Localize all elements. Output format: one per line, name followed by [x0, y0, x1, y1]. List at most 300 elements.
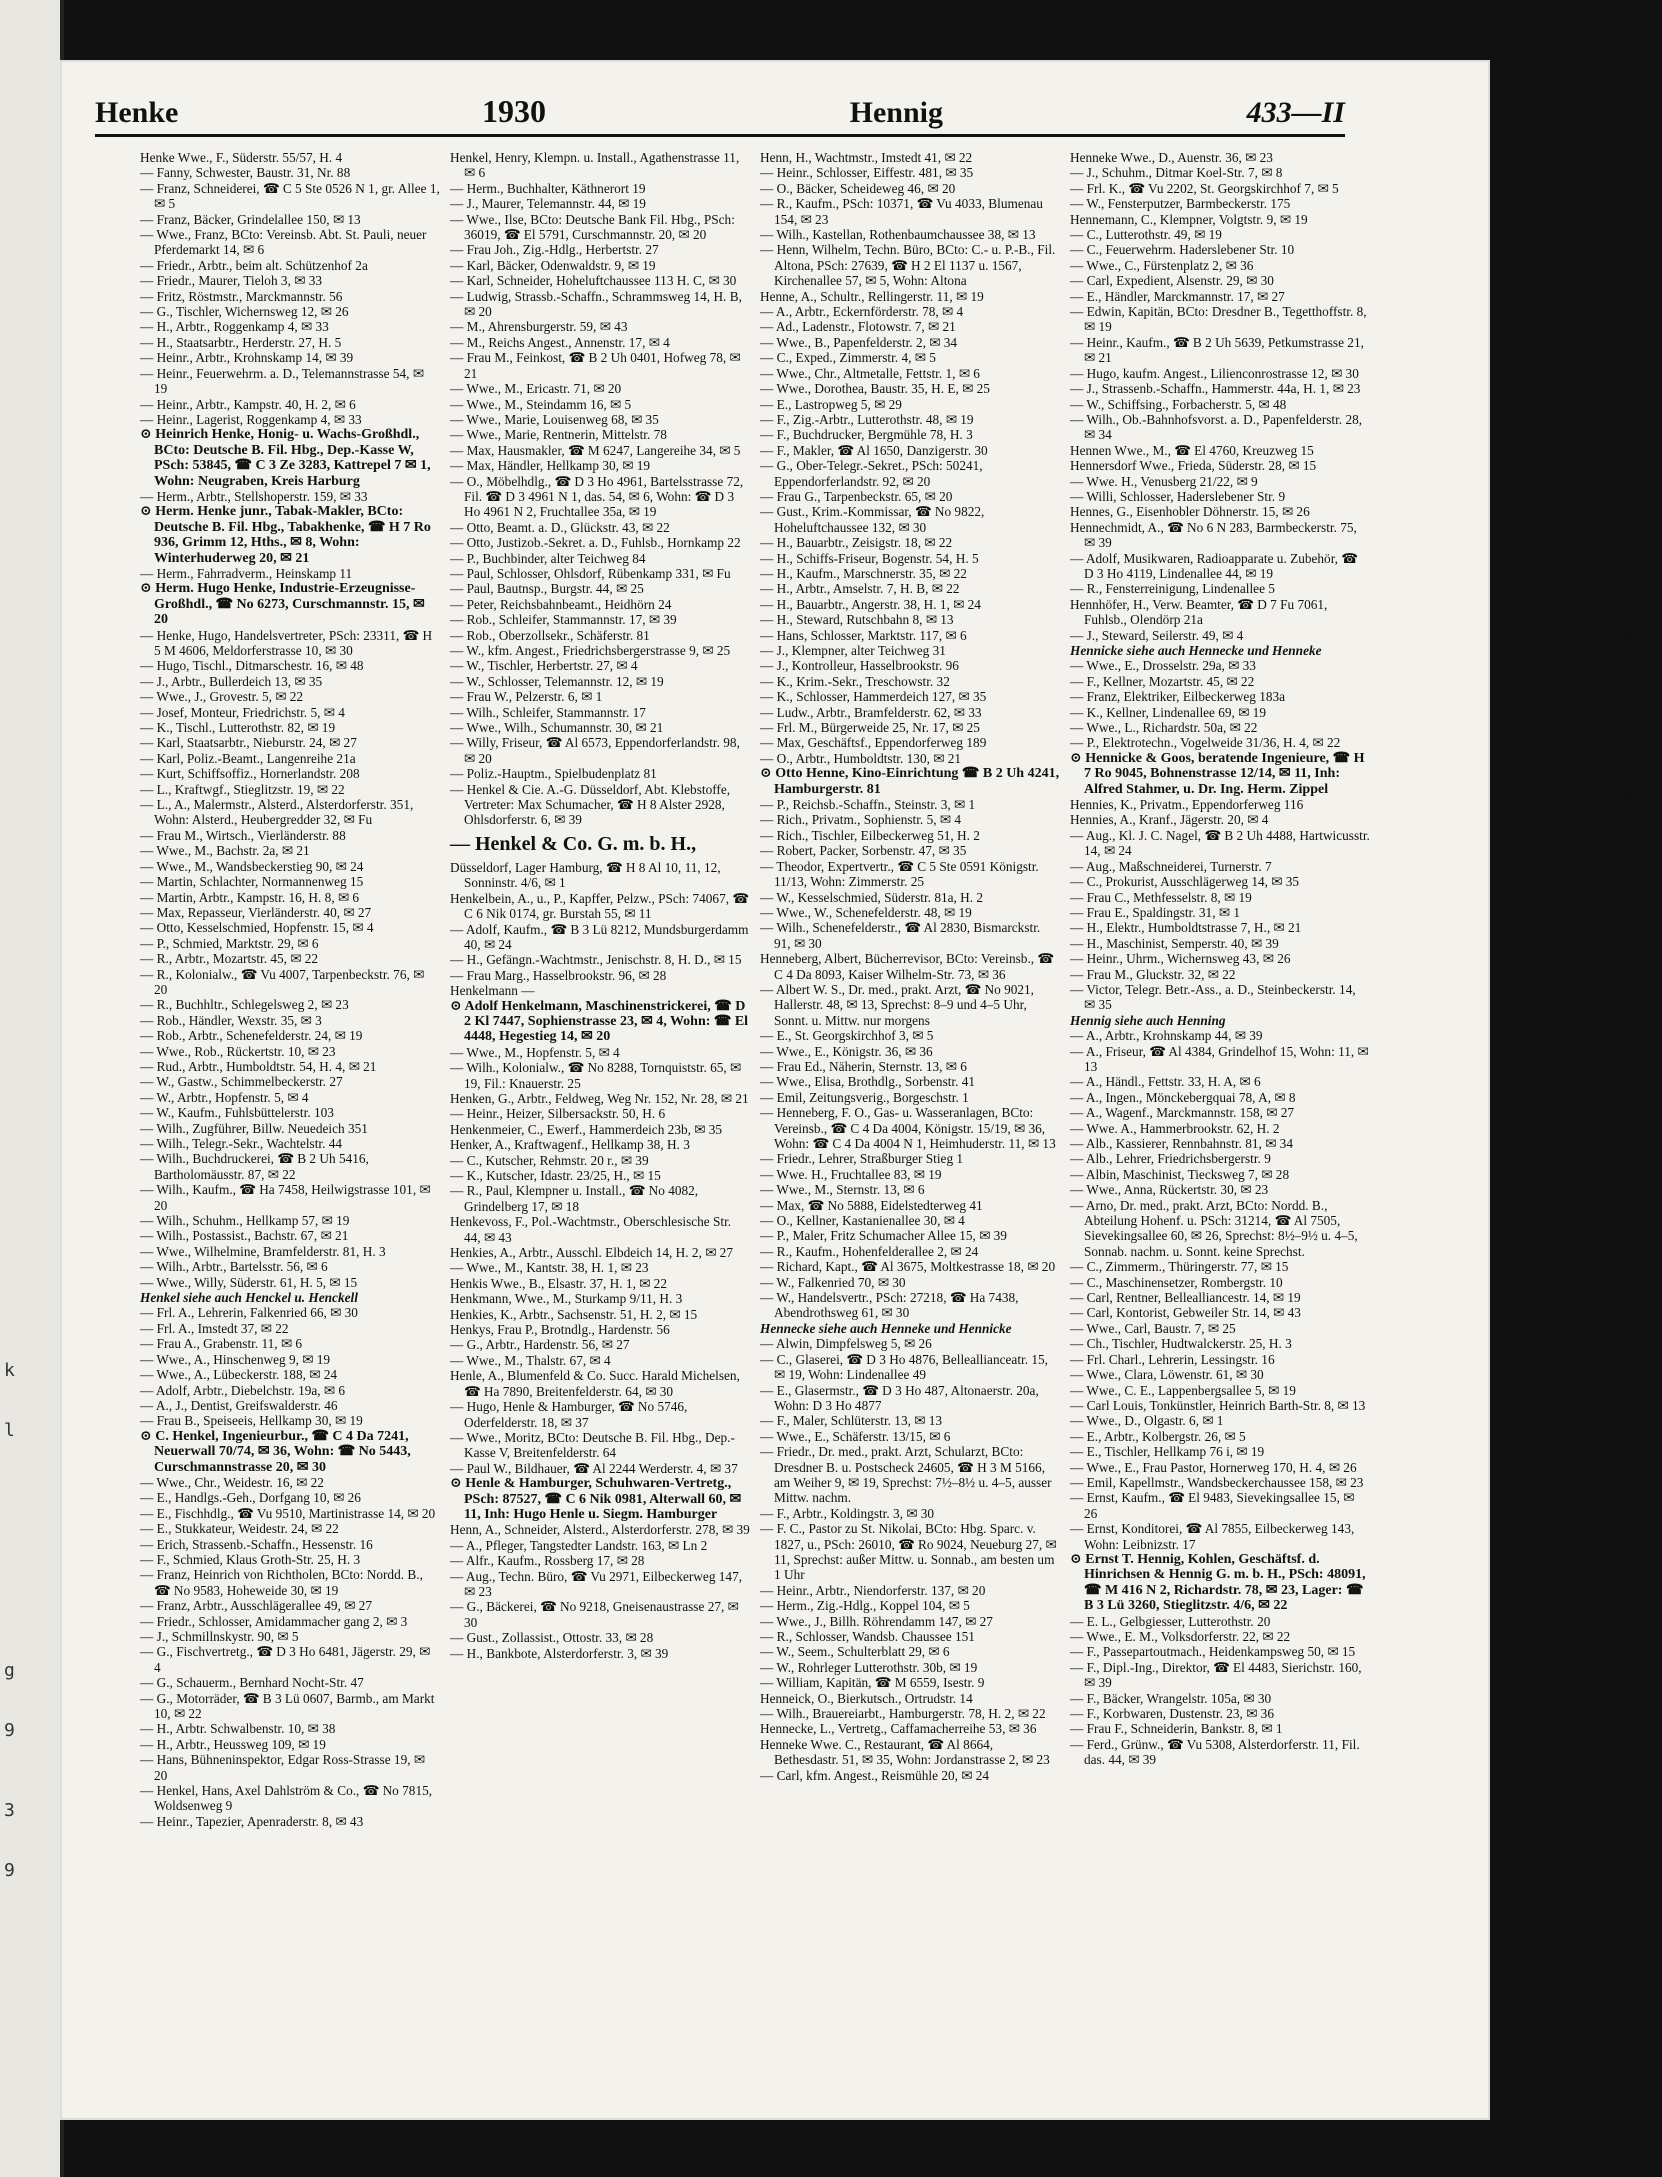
- directory-entry: — Heinr., Arbtr., Kampstr. 40, H. 2, ✉ 6: [140, 396, 356, 412]
- directory-entry: — W., Seem., Schulterblatt 29, ✉ 6: [760, 1644, 950, 1660]
- directory-column-4: [1070, 150, 1370, 2050]
- directory-entry: — Franz, Arbtr., Ausschlägerallee 49, ✉ 27: [140, 1598, 372, 1614]
- directory-entry: — Albert W. S., Dr. med., prakt. Arzt, ☎ No 9021, Hallerstr. 48, ✉ 13, Sprechst: 8–9 und 4–5 Uhr, Sonnt. u. Mittw. nur morgens: [760, 981, 1034, 1028]
- directory-entry: — Frau W., Pelzerstr. 6, ✉ 1: [450, 689, 603, 705]
- directory-entry: ⊙ Henle & Hamburger, Schuhwaren-Vertretg., PSch: 87527, ☎ C 6 Nik 0981, Alterwall 60, ✉ 11, Inh: Hugo Henle u. Siegm. Hamburger: [450, 1476, 742, 1522]
- directory-entry: — P., Buchbinder, alter Teichweg 84: [450, 550, 646, 566]
- directory-entry: — Wilh., Kolonialw., ☎ No 8288, Tornquiststr. 65, ✉ 19, Fil.: Knauerstr. 25: [450, 1060, 742, 1091]
- directory-entry: — W., Schlosser, Telemannstr. 12, ✉ 19: [450, 673, 664, 689]
- directory-entry: — Carl, Rentner, Bellealliancestr. 14, ✉ 19: [1070, 1290, 1301, 1306]
- directory-entry: — Erich, Strassenb.-Schaffn., Hessenstr. 16: [140, 1536, 373, 1552]
- directory-entry: — Wwe., Clara, Löwenstr. 61, ✉ 30: [1070, 1367, 1264, 1383]
- directory-entry: — Theodor, Expertvertr., ☎ C 5 Ste 0591 Königstr. 11/13, Wohn: Zimmerstr. 25: [760, 858, 1039, 890]
- directory-entry: — J., Schuhm., Ditmar Koel-Str. 7, ✉ 8: [1070, 165, 1283, 181]
- directory-entry: — Herm., Arbtr., Stellshoperstr. 159, ✉ 33: [140, 488, 368, 504]
- directory-entry: — Gust., Krim.-Kommissar, ☎ No 9822, Hoheluftchaussee 132, ✉ 30: [760, 504, 985, 535]
- directory-entry: Henle, A., Blumenfeld & Co. Succ. Harald Michelsen, ☎ Ha 7890, Breitenfelderstr. 64, ✉ 30: [450, 1368, 740, 1399]
- directory-entry: ⊙ C. Henkel, Ingenieurbur., ☎ C 4 Da 7241, Neuerwall 70/74, ✉ 36, Wohn: ☎ No 5443, Curschmannstrasse 20, ✉ 30: [140, 1428, 411, 1475]
- directory-entry: — Robert, Packer, Sorbenstr. 47, ✉ 35: [760, 843, 967, 859]
- directory-entry: Henkies, K., Arbtr., Sachsenstr. 51, H. 2, ✉ 15: [450, 1306, 698, 1322]
- directory-entry: — Wilh., Schleifer, Stammannstr. 17: [450, 704, 646, 720]
- directory-entry: — Wwe., Moritz, BCto: Deutsche B. Fil. Hbg., Dep.-Kasse V, Breitenfelderstr. 64: [450, 1429, 735, 1461]
- directory-entry: — K., Kutscher, Idastr. 23/25, H., ✉ 15: [450, 1168, 661, 1183]
- directory-entry: — F., Korbwaren, Dustenstr. 23, ✉ 36: [1070, 1706, 1274, 1722]
- directory-entry: Henn, H., Wachtmstr., Imstedt 41, ✉ 22: [760, 150, 973, 165]
- directory-entry: — Frau M., Wirtsch., Vierländerstr. 88: [140, 827, 346, 843]
- directory-entry: — F., Passepartoutmach., Heidenkampsweg 50, ✉ 15: [1070, 1644, 1356, 1660]
- directory-entry: — Adolf, Kaufm., ☎ B 3 Lü 8212, Mundsburgerdamm 40, ✉ 24: [450, 921, 749, 952]
- directory-entry: — H., Kaufm., Marschnerstr. 35, ✉ 22: [760, 565, 967, 581]
- directory-entry: — A., J., Dentist, Greifswalderstr. 46: [140, 1397, 338, 1413]
- directory-entry: — Wwe., Ilse, BCto: Deutsche Bank Fil. Hbg., PSch: 36019, ☎ El 5791, Curschmannstr. 20, ✉ 20: [450, 211, 735, 243]
- directory-entry: — Wilh., Zugführer, Billw. Neuedeich 351: [140, 1120, 368, 1136]
- directory-entry: — Heinr., Heizer, Silbersackstr. 50, H. 6: [450, 1106, 666, 1122]
- directory-entry: — M., Reichs Angest., Annenstr. 17, ✉ 4: [450, 334, 670, 350]
- spine-title: Fernsprech-: [1523, 300, 1567, 543]
- directory-entry: — Max, ☎ No 5888, Eidelstedterweg 41: [760, 1197, 983, 1213]
- directory-entry: — A., Arbtr., Eckernförderstr. 78, ✉ 4: [760, 304, 964, 320]
- directory-entry: — J., Steward, Seilerstr. 49, ✉ 4: [1070, 627, 1244, 643]
- spine-line: Hi = C 2 Hammerbrook; Ki = D 7 Kreuzweg; Be = C 6 Stephan;: [1599, 560, 1615, 951]
- directory-entry: — Wwe., Willy, Süderstr. 61, H. 5, ✉ 15: [140, 1274, 358, 1290]
- directory-entry: — Otto, Kesselschmied, Hopfenstr. 15, ✉ 4: [140, 920, 374, 936]
- directory-entry: — Henke, Hugo, Handelsvertreter, PSch: 23311, ☎ H 5 M 4606, Meldorferstrasse 10, ✉ 30: [140, 627, 433, 658]
- directory-entry: — A., Arbtr., Krohnskamp 44, ✉ 39: [1070, 1028, 1263, 1044]
- directory-entry: — Wwe., J., Billh. Röhrendamm 147, ✉ 27: [760, 1613, 993, 1629]
- directory-entry: — R., Buchhltr., Schlegelsweg 2, ✉ 23: [140, 997, 349, 1013]
- directory-entry: — W., Arbtr., Hopfenstr. 5, ✉ 4: [140, 1089, 309, 1105]
- directory-entry: — Frau A., Grabenstr. 11, ✉ 6: [140, 1336, 303, 1352]
- directory-entry: — F., Kellner, Mozartstr. 45, ✉ 22: [1070, 673, 1255, 689]
- directory-entry: Henkmann, Wwe., M., Sturkamp 9/11, H. 3: [450, 1291, 683, 1307]
- directory-entry: — F., Arbtr., Koldingstr. 3, ✉ 30: [760, 1505, 935, 1521]
- directory-entry: — Karl, Staatsarbtr., Nieburstr. 24, ✉ 27: [140, 735, 357, 751]
- directory-entry: — J., Strassenb.-Schaffn., Hammerstr. 44a, H. 1, ✉ 23: [1070, 381, 1361, 397]
- directory-entry: — Wwe., M., Steindamm 16, ✉ 5: [450, 396, 632, 412]
- directory-entry: — Wwe., M., Sternstr. 13, ✉ 6: [760, 1182, 925, 1198]
- directory-entry: — Martin, Schlachter, Normannenweg 15: [140, 874, 364, 890]
- directory-entry: — Frau B., Speiseeis, Hellkamp 30, ✉ 19: [140, 1413, 363, 1429]
- directory-entry: — H., Arbtr., Amselstr. 7, H. B, ✉ 22: [760, 581, 960, 597]
- directory-entry: ⊙ Herm. Henke junr., Tabak-Makler, BCto: Deutsche B. Fil. Hbg., Tabakhenke, ☎ H 7 Ro 936, Grimm 12, Hths., ✉ 8, Wohn: Winterhuderweg 20, ✉ 21: [140, 504, 431, 566]
- page-header: [95, 90, 1345, 137]
- directory-entry: — E., Glasermstr., ☎ D 3 Ho 487, Altonaerstr. 20a, Wohn: D 3 Ho 4877: [760, 1382, 1039, 1413]
- directory-entry: — Henkel & Cie. A.-G. Düsseldorf, Abt. Klebstoffe, Vertreter: Max Schumacher, ☎ H 8 Alster 2928, Ohlsdorferstr. 6, ✉ 39: [450, 781, 731, 828]
- directory-entry: — Wilh., Schuhm., Hellkamp 57, ✉ 19: [140, 1213, 350, 1229]
- directory-entry: — G., Schauerm., Bernhard Nocht-Str. 47: [140, 1675, 364, 1691]
- directory-entry: — Wilh., Kastellan, Rothenbaumchaussee 38, ✉ 13: [760, 227, 1036, 243]
- directory-entry: — H., Bauarbtr., Zeisigstr. 18, ✉ 22: [760, 535, 953, 551]
- directory-entry: — Wilh., Schenefelderstr., ☎ Al 2830, Bismarckstr. 91, ✉ 30: [760, 920, 1041, 951]
- directory-entry: — Wwe., M., Thalstr. 67, ✉ 4: [450, 1352, 611, 1368]
- directory-entry: — Franz, Elektriker, Eilbeckerweg 183a: [1070, 689, 1286, 705]
- directory-entry: — F., Dipl.-Ing., Direktor, ☎ El 4483, Sierichstr. 160, ✉ 39: [1070, 1659, 1362, 1691]
- directory-entry: — Carl, Kontorist, Gebweiler Str. 14, ✉ 43: [1070, 1305, 1301, 1321]
- directory-entry: — Karl, Bäcker, Odenwaldstr. 9, ✉ 19: [450, 257, 656, 273]
- directory-columns: [140, 150, 1390, 2050]
- directory-entry: — O., Arbtr., Humboldtstr. 130, ✉ 21: [760, 750, 961, 766]
- directory-entry: — Hugo, Tischl., Ditmarschestr. 16, ✉ 48: [140, 658, 364, 674]
- directory-entry: — C., Kutscher, Rehmstr. 20 r., ✉ 39: [450, 1152, 649, 1168]
- directory-entry: — Wwe., Dorothea, Baustr. 35, H. E, ✉ 25: [760, 381, 990, 397]
- directory-entry: — A., Wagenf., Marckmannstr. 158, ✉ 27: [1070, 1105, 1295, 1121]
- directory-entry: — C., Zimmerm., Thüringerstr. 77, ✉ 15: [1070, 1259, 1289, 1275]
- directory-entry: — Wwe., Marie, Louisenweg 68, ✉ 35: [450, 411, 659, 427]
- directory-entry: — Henkel & Co. G. m. b. H.,: [450, 832, 697, 855]
- directory-entry: — P., Schmied, Marktstr. 29, ✉ 6: [140, 935, 319, 951]
- spine-legend: [1522, 300, 1659, 1700]
- directory-entry: — Fanny, Schwester, Baustr. 31, Nr. 88: [140, 165, 351, 181]
- directory-entry: — C., Feuerwehrm. Haderslebener Str. 10: [1070, 242, 1295, 258]
- directory-entry: — Aug., Maßschneiderei, Turnerstr. 7: [1070, 858, 1272, 874]
- directory-entry: — Wilh., Kaufm., ☎ Ha 7458, Heilwigstrasse 101, ✉ 20: [140, 1182, 431, 1213]
- directory-entry: Hennechmidt, A., ☎ No 6 N 283, Barmbeckerstr. 75, ✉ 39: [1070, 519, 1357, 551]
- directory-entry: — Edwin, Kapitän, BCto: Dresdner B., Tegetthoffstr. 8, ✉ 19: [1070, 304, 1367, 335]
- directory-entry: — E., Händler, Marckmannstr. 17, ✉ 27: [1070, 288, 1285, 304]
- directory-entry: — Frau G., Tarpenbeckstr. 65, ✉ 20: [760, 488, 953, 504]
- directory-entry: — Wwe., B., Papenfelderstr. 2, ✉ 34: [760, 334, 958, 350]
- directory-entry: — Frau Joh., Zig.-Hdlg., Herbertstr. 27: [450, 242, 659, 258]
- spine-line: El = C 5 Elbe; Uh = B 5 Uhlenhorst; Wi = C 8 Wilhelm;: [1577, 560, 1593, 896]
- header-first-name: Henke: [95, 96, 179, 129]
- directory-entry: — Ch., Tischler, Hudtwalckerstr. 25, H. 3: [1070, 1336, 1292, 1352]
- directory-entry: — Wwe., D., Olgastr. 6, ✉ 1: [1070, 1413, 1224, 1429]
- directory-entry: — Wwe., E. M., Volksdorferstr. 22, ✉ 22: [1070, 1629, 1291, 1644]
- directory-entry: — Karl, Poliz.-Beamt., Langenreihe 21a: [140, 750, 356, 766]
- directory-entry: — E., Lastropweg 5, ✉ 29: [760, 396, 902, 412]
- directory-entry: — G., Motorräder, ☎ B 3 Lü 0607, Barmb., am Markt 10, ✉ 22: [140, 1690, 435, 1722]
- directory-entry: ⊙ Otto Henne, Kino-Einrichtung ☎ B 2 Uh 4241, Hamburgerstr. 81: [760, 766, 1060, 797]
- directory-entry: — Poliz.-Hauptm., Spielbudenplatz 81: [450, 766, 657, 782]
- directory-entry: — Wwe., E., Königstr. 36, ✉ 36: [760, 1043, 933, 1059]
- directory-entry: — Ad., Ladenstr., Flotowstr. 7, ✉ 21: [760, 319, 956, 335]
- directory-entry: — Wwe., E., Drosselstr. 29a, ✉ 33: [1070, 658, 1256, 674]
- directory-entry: — H., Arbtr., Heussweg 109, ✉ 19: [140, 1736, 326, 1752]
- directory-entry: — Heinr., Arbtr., Niendorferstr. 137, ✉ 20: [760, 1582, 986, 1598]
- directory-entry: Henn, A., Schneider, Alsterd., Alsterdorferstr. 278, ✉ 39: [450, 1522, 750, 1538]
- directory-entry: — Frl. M., Bürgerweide 25, Nr. 17, ✉ 25: [760, 720, 980, 736]
- directory-entry: — F. C., Pastor zu St. Nikolai, BCto: Hbg. Sparc. v. 1827, u., PSch: 26010, ☎ Ro 9024, Neueburg 27, ✉ 11, Sprechst: außer Mittw. u. Sonnab., am besten um 1 Uhr: [760, 1521, 1057, 1583]
- directory-entry: ⊙ Hennicke & Goos, beratende Ingenieure, ☎ H 7 Ro 9045, Bohnenstrasse 12/14, ✉ 11, Inh: Alfred Stahmer, u. Dr. Ing. Herm. Zippel: [1070, 750, 1365, 797]
- directory-entry: — Paul, Bautnsp., Burgstr. 44, ✉ 25: [450, 581, 644, 597]
- directory-entry: Henneke Wwe., D., Auenstr. 36, ✉ 23: [1070, 150, 1273, 165]
- directory-entry: — Wwe. H., Fruchtallee 83, ✉ 19: [760, 1166, 942, 1182]
- directory-entry: — Wwe., Wilhelmine, Bramfelderstr. 81, H. 3: [140, 1243, 386, 1259]
- directory-entry: — Fritz, Röstmstr., Marckmannstr. 56: [140, 288, 343, 304]
- directory-entry: — A., Friseur, ☎ Al 4384, Grindelhof 15, Wohn: 11, ✉ 13: [1070, 1043, 1369, 1074]
- directory-entry: — G., Ober-Telegr.-Sekret., PSch: 50241, Eppendorferlandstr. 92, ✉ 20: [760, 458, 983, 489]
- directory-entry: — Max, Händler, Hellkamp 30, ✉ 19: [450, 458, 651, 474]
- directory-entry: — Frl. A., Imstedt 37, ✉ 22: [140, 1320, 289, 1336]
- directory-entry: — Alwin, Dimpfelsweg 5, ✉ 26: [760, 1336, 932, 1352]
- directory-entry: — Kurt, Schiffsoffiz., Hornerlandstr. 208: [140, 766, 360, 782]
- directory-entry: — O., Kellner, Kastanienallee 30, ✉ 4: [760, 1213, 965, 1229]
- directory-entry: — C., Prokurist, Ausschlägerweg 14, ✉ 35: [1070, 874, 1300, 890]
- directory-entry: Henkelbein, A., u., P., Kapffer, Pelzw., PSch: 74067, ☎ C 6 Nik 0174, gr. Burstah 55, ✉ 11: [450, 890, 749, 922]
- directory-entry: — Wwe., M., Hopfenstr. 5, ✉ 4: [450, 1044, 620, 1060]
- directory-entry: — E., Fischhdlg., ☎ Vu 9510, Martinistrasse 14, ✉ 20: [140, 1505, 436, 1521]
- directory-entry: — Paul W., Bildhauer, ☎ Al 2244 Werderstr. 4, ✉ 37: [450, 1460, 738, 1476]
- left-page-edge: [0, 0, 64, 2177]
- edge-fragment: k: [4, 1360, 15, 1381]
- directory-entry: Hennemann, C., Klempner, Volgtstr. 9, ✉ 19: [1070, 211, 1308, 227]
- directory-entry: — Ludw., Arbtr., Bramfelderstr. 62, ✉ 33: [760, 704, 982, 720]
- directory-entry: — Rud., Arbtr., Humboldtstr. 54, H. 4, ✉ 21: [140, 1058, 377, 1074]
- directory-entry: Henkevoss, F., Pol.-Wachtmstr., Oberschlesische Str. 44, ✉ 43: [450, 1214, 732, 1245]
- directory-entry: — Heinr., Tapezier, Apenraderstr. 8, ✉ 43: [140, 1813, 364, 1829]
- directory-entry: — F., Schmied, Klaus Groth-Str. 25, H. 3: [140, 1551, 361, 1567]
- directory-entry: — H., Arbtr., Roggenkamp 4, ✉ 33: [140, 319, 329, 335]
- directory-entry: — Wilh., Ob.-Bahnhofsvorst. a. D., Papenfelderstr. 28, ✉ 34: [1070, 411, 1363, 443]
- directory-entry: — Wwe., E., Schäferstr. 13/15, ✉ 6: [760, 1428, 951, 1444]
- directory-entry: — Herm., Zig.-Hdlg., Koppel 104, ✉ 5: [760, 1598, 970, 1614]
- directory-entry: — Frau E., Spaldingstr. 31, ✉ 1: [1070, 904, 1240, 920]
- directory-entry: — Victor, Telegr. Betr.-Ass., a. D., Steinbeckerstr. 14, ✉ 35: [1070, 981, 1356, 1013]
- edge-fragment: l: [4, 1420, 15, 1441]
- directory-entry: Hennig siehe auch Henning: [1070, 1012, 1226, 1028]
- directory-entry: — C., Maschinensetzer, Rombergstr. 10: [1070, 1274, 1283, 1290]
- directory-entry: — Ernst, Konditorei, ☎ Al 7855, Eilbeckerweg 143, Wohn: Leibnizstr. 17: [1070, 1521, 1355, 1552]
- directory-entry: ⊙ Ernst T. Hennig, Kohlen, Geschäftsf. d. Hinrichsen & Hennig G. m. b. H., PSch: 48091, ☎ M 416 N 2, Richardstr. 78, ✉ 23, Lager: ☎ B 3 Lü 3260, Stieglitzstr. 4/6, ✉ 22: [1070, 1551, 1366, 1614]
- directory-entry: — Alb., Kassierer, Rennbahnstr. 81, ✉ 34: [1070, 1136, 1293, 1151]
- directory-entry: — Otto, Justizob.-Sekret. a. D., Fuhlsb., Hornkamp 22: [450, 535, 741, 551]
- directory-entry: — Friedr., Schlosser, Amidammacher gang 2, ✉ 3: [140, 1613, 408, 1629]
- directory-entry: Henkel siehe auch Henckel u. Henckell: [140, 1290, 358, 1306]
- directory-entry: — Aug., Techn. Büro, ☎ Vu 2971, Eilbeckerweg 147, ✉ 23: [450, 1568, 743, 1599]
- directory-entry: — Heinr., Lagerist, Roggenkamp 4, ✉ 33: [140, 411, 362, 427]
- directory-entry: — Albin, Maschinist, Tiecksweg 7, ✉ 28: [1070, 1166, 1290, 1182]
- directory-entry: — Carl, Expedient, Alsenstr. 29, ✉ 30: [1070, 273, 1274, 289]
- directory-entry: Hennecke, L., Vertretg., Caffamacherreihe 53, ✉ 36: [760, 1721, 1037, 1737]
- directory-entry: — Wwe., Chr., Weidestr. 16, ✉ 22: [140, 1474, 324, 1490]
- directory-entry: — Arno, Dr. med., prakt. Arzt, BCto: Nordd. B., Abteilung Hohenf. u. PSch: 31214, ☎ Al 7505, Sievekingsallee 60, ✉ 26, Sprechst: 8½–9½ u. 4–5, Sonnab. nachm. u. Sonnt. keine Sprechst.: [1070, 1197, 1358, 1259]
- directory-entry: — H., Steward, Rutschbahn 8, ✉ 13: [760, 612, 954, 628]
- directory-entry: — Heinr., Feuerwehrm. a. D., Telemannstrasse 54, ✉ 19: [140, 365, 424, 397]
- directory-entry: — P., Elektrotechn., Vogelweide 31/36, H. 4, ✉ 22: [1070, 735, 1341, 751]
- directory-entry: — W., Tischler, Herbertstr. 27, ✉ 4: [450, 658, 638, 674]
- directory-entry: Henkelmann —: [450, 983, 535, 999]
- directory-entry: — Frau Ed., Näherin, Sternstr. 13, ✉ 6: [760, 1058, 967, 1074]
- directory-entry: — Franz, Bäcker, Grindelallee 150, ✉ 13: [140, 211, 361, 227]
- directory-entry: Henkenmeier, C., Ewerf., Hammerdeich 23b, ✉ 35: [450, 1121, 723, 1137]
- directory-entry: — K., Tischl., Lutterothstr. 82, ✉ 19: [140, 720, 336, 736]
- directory-entry: — Willi, Schlosser, Haderslebener Str. 9: [1070, 488, 1286, 504]
- directory-entry: — Ferd., Grünw., ☎ Vu 5308, Alsterdorferstr. 11, Fil. das. 44, ✉ 39: [1070, 1736, 1360, 1768]
- directory-entry: — G., Bäckerei, ☎ No 9218, Gneisenaustrasse 27, ✉ 30: [450, 1599, 739, 1630]
- directory-entry: — Hugo, kaufm. Angest., Lilienconrostrasse 12, ✉ 30: [1070, 365, 1359, 381]
- directory-entry: — Richard, Kapt., ☎ Al 3675, Moltkestrasse 18, ✉ 20: [760, 1259, 1056, 1275]
- directory-entry: — W., Gastw., Schimmelbeckerstr. 27: [140, 1074, 343, 1090]
- spine-lines: [1552, 560, 1662, 984]
- directory-entry: Henken, G., Arbtr., Feldweg, Weg Nr. 152, Nr. 28, ✉ 21: [450, 1090, 749, 1106]
- directory-entry: — Wwe., W., Schenefelderstr. 48, ✉ 19: [760, 904, 972, 920]
- spine-line: Selbstanschlußämter: B Ra = B 7 Rathaus; B Ko = D 7 Fuhlsbüttel;: [1643, 560, 1659, 976]
- directory-entry: Hennen Wwe., M., ☎ El 4760, Kreuzweg 15: [1070, 442, 1314, 458]
- directory-entry: — Wwe., M., Kantstr. 38, H. 1, ✉ 23: [450, 1260, 649, 1276]
- directory-entry: — William, Kapitän, ☎ M 6559, Isestr. 9: [760, 1675, 985, 1691]
- directory-entry: — Aug., Kl. J. C. Nagel, ☎ B 2 Uh 4488, Hartwicusstr. 14, ✉ 24: [1070, 827, 1370, 859]
- directory-entry: Henker, A., Kraftwagenf., Hellkamp 38, H. 3: [450, 1137, 690, 1153]
- directory-entry: — Wilh., Arbtr., Bartelsstr. 56, ✉ 6: [140, 1259, 328, 1275]
- edge-fragment: 3: [4, 1800, 15, 1821]
- directory-entry: — Franz, Heinrich von Richtholen, BCto: Nordd. B., ☎ No 9583, Hoheweide 30, ✉ 19: [140, 1567, 423, 1598]
- directory-column-1: [140, 150, 440, 2050]
- directory-entry: — W., Kaufm., Fuhlsbüttelerstr. 103: [140, 1105, 334, 1121]
- directory-entry: — Otto, Beamt. a. D., Glückstr. 43, ✉ 22: [450, 519, 670, 535]
- directory-entry: ⊙ Herm. Hugo Henke, Industrie-Erzeugnisse-Großhdl., ☎ No 6273, Curschmannstr. 15, ✉ 20: [140, 581, 425, 628]
- directory-entry: — W., Handelsvertr., PSch: 27218, ☎ Ha 7438, Abendrothsweg 61, ✉ 30: [760, 1290, 1019, 1321]
- directory-entry: — Paul, Schlosser, Ohlsdorf, Rübenkamp 331, ✉ Fu: [450, 565, 731, 581]
- directory-entry: — Adolf, Musikwaren, Radioapparate u. Zubehör, ☎ D 3 Ho 4119, Lindenallee 44, ✉ 19: [1070, 550, 1358, 581]
- directory-entry: — E., Arbtr., Kolbergstr. 26, ✉ 5: [1070, 1428, 1246, 1444]
- directory-entry: — G., Fischvertretg., ☎ D 3 Ho 6481, Jägerstr. 29, ✉ 4: [140, 1644, 431, 1675]
- directory-entry: Hennecke siehe auch Henneke und Hennicke: [760, 1320, 1012, 1336]
- directory-entry: — W., Rohrleger Lutterothstr. 30b, ✉ 19: [760, 1659, 978, 1675]
- directory-entry: — Gust., Zollassist., Ottostr. 33, ✉ 28: [450, 1630, 654, 1646]
- directory-entry: — F., Maler, Schlüterstr. 13, ✉ 13: [760, 1413, 943, 1429]
- directory-entry: — Wwe., Elisa, Brothdlg., Sorbenstr. 41: [760, 1074, 976, 1090]
- directory-entry: ⊙ Heinrich Henke, Honig- u. Wachs-Großhdl., BCto: Deutsche B. Fil. Hbg., Dep.-Kasse W, PSch: 53845, ☎ C 3 Ze 3283, Kattrepel 7 ✉ 1, Wohn: Neugraben, Kreis Harburg: [140, 427, 431, 489]
- directory-entry: — A., Ingen., Mönckebergquai 78, A, ✉ 8: [1070, 1089, 1296, 1105]
- header-page-number: 433—II: [1246, 96, 1345, 129]
- directory-entry: — Max, Repasseur, Vierländerstr. 40, ✉ 27: [140, 904, 372, 920]
- directory-entry: — H., Elektr., Humboldtstrasse 7, H., ✉ 21: [1070, 920, 1302, 936]
- directory-entry: — Friedr., Lehrer, Straßburger Stieg 1: [760, 1151, 964, 1167]
- directory-entry: — Wwe., Carl, Baustr. 7, ✉ 25: [1070, 1320, 1236, 1336]
- directory-entry: — Franz, Schneiderei, ☎ C 5 Ste 0526 N 1, gr. Allee 1, ✉ 5: [140, 180, 440, 212]
- directory-entry: — Josef, Monteur, Friedrichstr. 5, ✉ 4: [140, 704, 345, 720]
- directory-entry: — Hugo, Henle & Hamburger, ☎ No 5746, Oderfelderstr. 18, ✉ 37: [450, 1399, 688, 1430]
- directory-entry: — Wwe., E., Frau Pastor, Hornerweg 170, H. 4, ✉ 26: [1070, 1459, 1357, 1475]
- directory-entry: — Wilh., Buchdruckerei, ☎ B 2 Uh 5416, Bartholomäusstr. 87, ✉ 22: [140, 1151, 369, 1182]
- directory-entry: — P., Maler, Fritz Schumacher Allee 15, ✉ 39: [760, 1228, 1007, 1244]
- directory-entry: — Herm., Fahrradverm., Heinskamp 11: [140, 565, 353, 581]
- directory-entry: Hennies, K., Privatm., Eppendorferweg 116: [1070, 797, 1304, 813]
- directory-entry: Henneick, O., Bierkutsch., Ortrudstr. 14: [760, 1690, 973, 1706]
- edge-fragment: g: [4, 1660, 15, 1681]
- directory-entry: — E., Handlgs.-Geh., Dorfgang 10, ✉ 26: [140, 1490, 361, 1506]
- directory-entry: — Alb., Lehrer, Friedrichsbergerstr. 9: [1070, 1151, 1271, 1167]
- directory-entry: — Karl, Schneider, Hoheluftchaussee 113 H. C, ✉ 30: [450, 273, 737, 289]
- directory-entry: — Frau M., Gluckstr. 32, ✉ 22: [1070, 966, 1236, 982]
- directory-entry: — F., Buchdrucker, Bergmühle 78, H. 3: [760, 427, 973, 443]
- directory-entry: — Wwe., M., Wandsbeckerstieg 90, ✉ 24: [140, 858, 364, 874]
- directory-entry: — Martin, Arbtr., Kampstr. 16, H. 8, ✉ 6: [140, 889, 360, 905]
- directory-entry: — C., Lutterothstr. 49, ✉ 19: [1070, 227, 1222, 243]
- directory-entry: — Frau C., Methfesselstr. 8, ✉ 19: [1070, 889, 1252, 905]
- directory-entry: — E., Stukkateur, Weidestr. 24, ✉ 22: [140, 1521, 339, 1537]
- directory-entry: — K., Kellner, Lindenallee 69, ✉ 19: [1070, 704, 1266, 720]
- directory-entry: — H., Staatsarbtr., Herderstr. 27, H. 5: [140, 334, 342, 350]
- directory-entry: — K., Schlosser, Hammerdeich 127, ✉ 35: [760, 689, 987, 705]
- directory-entry: — Hans, Bühneninspektor, Edgar Ross-Strasse 19, ✉ 20: [140, 1752, 426, 1783]
- spine-line: Nik = C 6 Nikolai; Zo = C 8 Zentrum: [1555, 560, 1571, 782]
- header-year: 1930: [481, 93, 546, 129]
- directory-entry: — O., Bäcker, Scheideweg 46, ✉ 20: [760, 180, 956, 196]
- directory-entry: — Rob., Arbtr., Schenefelderstr. 24, ✉ 19: [140, 1028, 363, 1044]
- directory-entry: — Wwe., Marie, Rentnerin, Mittelstr. 78: [450, 427, 667, 443]
- directory-entry: Henne, A., Schultr., Rellingerstr. 11, ✉ 19: [760, 288, 984, 304]
- directory-entry: — Wilh., Telegr.-Sekr., Wachtelstr. 44: [140, 1136, 343, 1151]
- directory-entry: — Heinr., Schlosser, Eiffestr. 481, ✉ 35: [760, 165, 974, 181]
- directory-entry: Henkies, A., Arbtr., Ausschl. Elbdeich 14, H. 2, ✉ 27: [450, 1245, 733, 1261]
- directory-column-2: [450, 150, 750, 2050]
- directory-entry: — G., Arbtr., Hardenstr. 56, ✉ 27: [450, 1337, 630, 1353]
- directory-entry: — Wwe., J., Grovestr. 5, ✉ 22: [140, 689, 304, 705]
- directory-entry: — K., Krim.-Sekr., Treschowstr. 32: [760, 673, 950, 689]
- directory-entry: — Wwe., L., Richardstr. 50a, ✉ 22: [1070, 720, 1258, 736]
- directory-entry: — Heinr., Kaufm., ☎ B 2 Uh 5639, Petkumstrasse 21, ✉ 21: [1070, 334, 1364, 366]
- directory-entry: — Herm., Buchhalter, Käthnerort 19: [450, 180, 646, 196]
- directory-entry: Düsseldorf, Lager Hamburg, ☎ H 8 Al 10, 11, 12, Sonninstr. 4/6, ✉ 1: [450, 859, 721, 891]
- directory-entry: — Henkel, Hans, Axel Dahlström & Co., ☎ No 7815, Woldsenweg 9: [140, 1783, 433, 1814]
- directory-entry: Henneke Wwe. C., Restaurant, ☎ Al 8664, Bethesdastr. 51, ✉ 35, Wohn: Jordanstrasse 2, ✉ 23: [760, 1736, 1050, 1768]
- directory-column-3: [760, 150, 1060, 2050]
- directory-entry: — Frau F., Schneiderin, Bankstr. 8, ✉ 1: [1070, 1721, 1283, 1737]
- directory-entry: — R., Arbtr., Mozartstr. 45, ✉ 22: [140, 951, 319, 967]
- directory-entry: — Friedr., Maurer, Tieloh 3, ✉ 33: [140, 273, 322, 289]
- directory-entry: Hennies, A., Kranf., Jägerstr. 20, ✉ 4: [1070, 812, 1269, 828]
- directory-entry: — Friedr., Arbtr., beim alt. Schützenhof 2a: [140, 257, 368, 273]
- directory-entry: Hennersdorf Wwe., Frieda, Süderstr. 28, ✉ 15: [1070, 458, 1317, 474]
- directory-entry: — Wwe., M., Ericastr. 71, ✉ 20: [450, 381, 622, 397]
- directory-entry: — L., Kraftwgf., Stieglitzstr. 19, ✉ 22: [140, 781, 345, 797]
- directory-entry: — Wwe., A., Hinschenweg 9, ✉ 19: [140, 1351, 331, 1367]
- directory-entry: — Rob., Händler, Wexstr. 35, ✉ 3: [140, 1012, 322, 1028]
- directory-entry: — G., Tischler, Wichernsweg 12, ✉ 26: [140, 304, 349, 320]
- directory-entry: — Wwe., Anna, Rückertstr. 30, ✉ 23: [1070, 1182, 1269, 1198]
- directory-entry: — Adolf, Arbtr., Diebelchstr. 19a, ✉ 6: [140, 1382, 346, 1398]
- directory-entry: — Wwe., Wilh., Schumannstr. 30, ✉ 21: [450, 720, 664, 736]
- directory-entry: — Wwe., C. E., Lappenbergsallee 5, ✉ 19: [1070, 1382, 1296, 1398]
- directory-entry: — Rich., Tischler, Eilbeckerweg 51, H. 2: [760, 827, 980, 843]
- directory-entry: Henkel, Henry, Klempn. u. Install., Agathenstrasse 11, ✉ 6: [450, 150, 740, 181]
- directory-entry: Hennhöfer, H., Verw. Beamter, ☎ D 7 Fu 7061, Fuhlsb., Olendörp 21a: [1070, 596, 1328, 628]
- header-last-name: Hennig: [849, 96, 943, 129]
- directory-entry: — W., Schiffsing., Forbacherstr. 5, ✉ 48: [1070, 396, 1287, 412]
- edge-fragment: 9: [4, 1860, 15, 1881]
- directory-entry: — O., Möbelhdlg., ☎ D 3 Ho 4961, Bartelsstrasse 72, Fil. ☎ D 3 4961 N 1, das. 54, ✉ 6, Wohn: ☎ D 3 Ho 4961 N 2, Fruchtallee 35a, ✉ 19: [450, 473, 744, 520]
- directory-entry: — H., Bankbote, Alsterdorferstr. 3, ✉ 39: [450, 1645, 669, 1661]
- directory-entry: Henke Wwe., F., Süderstr. 55/57, H. 4: [140, 150, 343, 165]
- directory-entry: — Emil, Zeitungsverig., Borgeschstr. 1: [760, 1089, 969, 1105]
- directory-entry: — W., Falkenried 70, ✉ 30: [760, 1274, 906, 1290]
- edge-fragment: 9: [4, 1720, 15, 1741]
- directory-entry: Henkis Wwe., B., Elsastr. 37, H. 1, ✉ 22: [450, 1275, 667, 1291]
- directory-entry: — H., Schiffs-Friseur, Bogenstr. 54, H. 5: [760, 550, 979, 566]
- directory-entry: — Wwe., A., Lübeckerstr. 188, ✉ 24: [140, 1367, 338, 1383]
- directory-entry: — Ernst, Kaufm., ☎ El 9483, Sievekingsallee 15, ✉ 26: [1070, 1490, 1355, 1521]
- directory-entry: — Alfr., Kaufm., Rossberg 17, ✉ 28: [450, 1553, 645, 1569]
- directory-entry: — H., Maschinist, Semperstr. 40, ✉ 39: [1070, 935, 1279, 951]
- directory-entry: — L., A., Malermstr., Alsterd., Alsterdorferstr. 351, Wohn: Alsterd., Heubergredder 32, ✉ Fu: [140, 797, 414, 828]
- directory-entry: — H., Gefängn.-Wachtmstr., Jenischstr. 8, H. D., ✉ 15: [450, 952, 742, 968]
- spine-line: Ra = D 9 Bahrenfeld; Ho = D 8 Holstein; Sch = D 8 Schiffbek;: [1621, 560, 1637, 940]
- directory-entry: — W., Kesselschmied, Süderstr. 81a, H. 2: [760, 889, 984, 905]
- directory-entry: — Heinr., Uhrm., Wichernsweg 43, ✉ 26: [1070, 951, 1291, 967]
- directory-entry: — Willy, Friseur, ☎ Al 6573, Eppendorferlandstr. 98, ✉ 20: [450, 735, 740, 766]
- directory-entry: — H., Bauarbtr., Angerstr. 38, H. 1, ✉ 24: [760, 596, 981, 612]
- directory-entry: — M., Ahrensburgerstr. 59, ✉ 43: [450, 319, 628, 335]
- directory-entry: — Wwe., Chr., Altmetalle, Fettstr. 1, ✉ 6: [760, 365, 980, 381]
- directory-entry: — P., Reichsb.-Schaffn., Steinstr. 3, ✉ 1: [760, 797, 976, 813]
- directory-entry: — R., Paul, Klempner u. Install., ☎ No 4082, Grindelberg 17, ✉ 18: [450, 1183, 699, 1214]
- directory-entry: — Max, Geschäftsf., Eppendorferweg 189: [760, 735, 987, 751]
- directory-entry: — Ludwig, Strassb.-Schaffn., Schrammsweg 14, H. B, ✉ 20: [450, 288, 742, 320]
- directory-entry: — Wwe. A., Hammerbrookstr. 62, H. 2: [1070, 1120, 1280, 1136]
- directory-entry: — J., Schmillnskystr. 90, ✉ 5: [140, 1629, 299, 1644]
- directory-entry: — W., Fensterputzer, Barmbeckerstr. 175: [1070, 196, 1291, 212]
